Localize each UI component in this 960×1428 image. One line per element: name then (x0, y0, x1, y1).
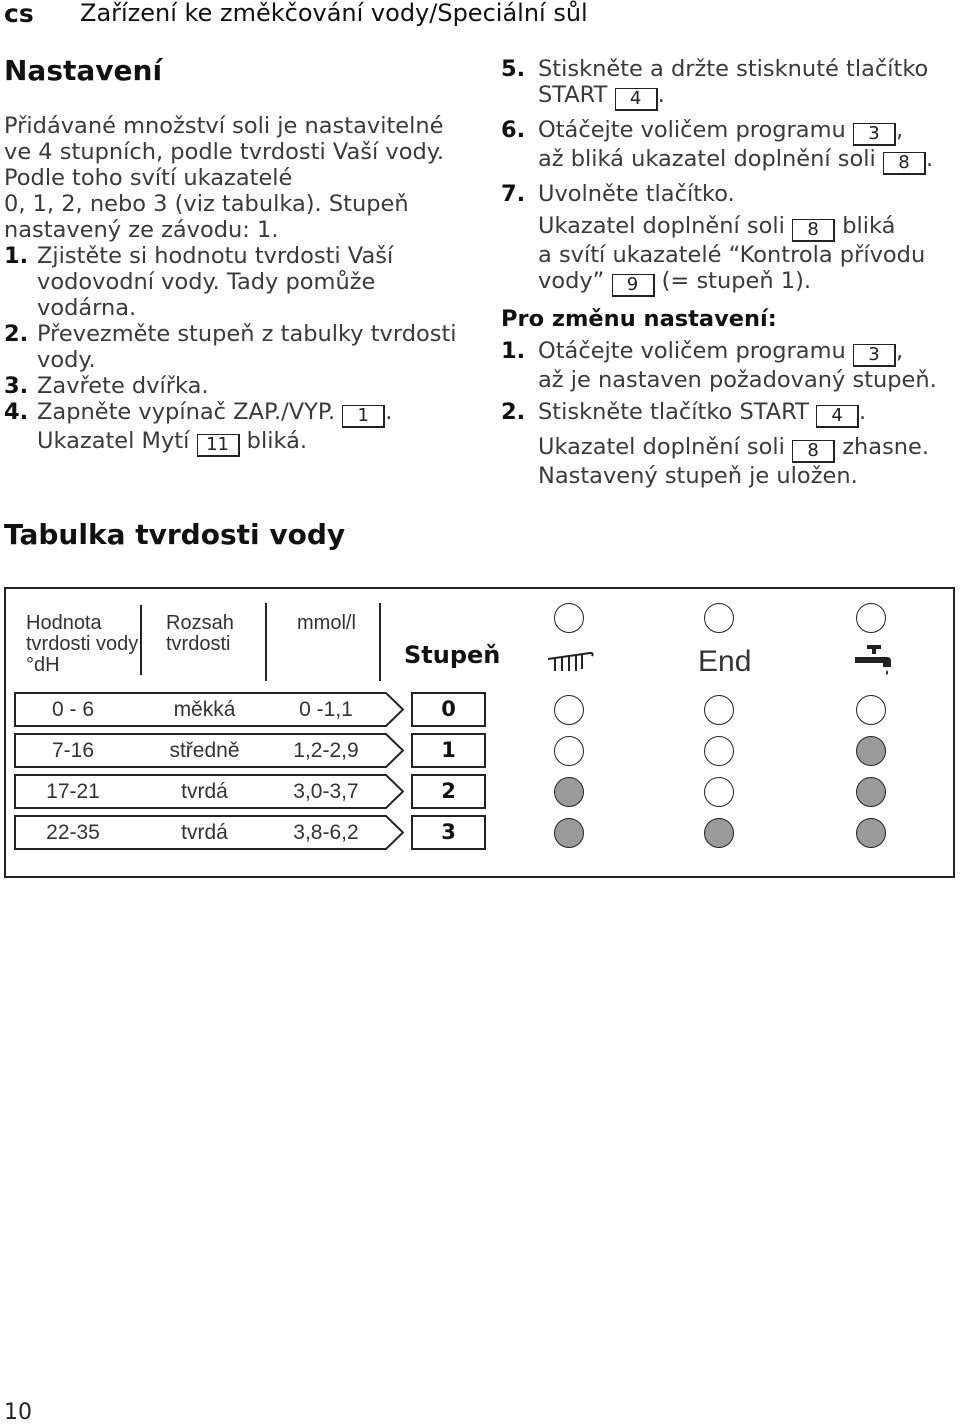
step-item: 2. Stiskněte tlačítko START 4 . Ukazatel doplnění soli 8 zhasne. Nastavený stupeň je uložen. (501, 399, 930, 489)
settings-left-column (4, 113, 474, 457)
table-row: 22-35 tvrdá 3,8-6,2 (14, 815, 404, 850)
column-header-level: Stupeň (404, 641, 501, 669)
indicator-light (554, 736, 584, 766)
step-item: 2. Převezměte stupeň z tabulky tvrdosti vody. (4, 321, 457, 373)
header-indicator-circle (554, 603, 584, 633)
page-number: 10 (4, 1400, 32, 1425)
indicator-light (554, 695, 584, 725)
key-badge: 4 (816, 405, 859, 428)
step-item: 1. Zjistěte si hodnotu tvrdosti Vaší vodovodní vody. Tady pomůže vodárna. (4, 243, 394, 321)
table-row: 0 - 6 měkká 0 -1,1 (14, 692, 404, 727)
key-badge: 3 (853, 123, 896, 146)
column-divider (265, 603, 267, 681)
step-item: 6. Otáčejte voličem programu 3 , až bliká ukazatel doplnění soli 8 . (501, 117, 934, 173)
step-item: 3. Zavřete dvířka. (4, 373, 209, 399)
key-badge: 11 (197, 434, 240, 457)
indicator-light (856, 736, 886, 766)
change-settings-heading: Pro změnu nastavení: (501, 306, 777, 332)
step-item: 7. Uvolněte tlačítko. Ukazatel doplnění soli 8 bliká a svítí ukazatelé “Kontrola přívodu vody” 9 (= stupeň 1). (501, 181, 926, 295)
key-badge: 8 (883, 152, 926, 175)
indicator-light (856, 818, 886, 848)
end-indicator-icon: End (698, 645, 752, 678)
table-row: 17-21 tvrdá 3,0-3,7 (14, 774, 404, 809)
indicator-light (704, 695, 734, 725)
key-badge: 4 (615, 88, 658, 111)
key-badge: 3 (853, 344, 896, 367)
water-hardness-table (4, 587, 955, 878)
step-item: 4. Zapněte vypínač ZAP./VYP. 1 . Ukazatel Mytí 11 bliká. (4, 399, 393, 455)
column-header-range: Rozsah tvrdosti (166, 612, 234, 655)
column-divider (379, 603, 381, 681)
header-indicator-circle (856, 603, 886, 633)
page-header-title: Zařízení ke změkčování vody/Speciální sůl (80, 0, 588, 27)
step-item: 1. Otáčejte voličem programu 3 , až je nastaven požadovaný stupeň. (501, 338, 937, 393)
column-header-hardness: Hodnota tvrdosti vody °dH (26, 612, 139, 676)
intro-paragraph: Přidávané množství soli je nastavitelné ve 4 stupních, podle tvrdosti Vaší vody. Podle toho svítí ukazatelé 0, 1, 2, nebo 3 (viz tabulka). Stupeň nastavený ze závodu: 1. (4, 113, 445, 243)
language-code: cs (4, 0, 34, 28)
indicator-light (704, 736, 734, 766)
indicator-light (704, 777, 734, 807)
key-badge: 8 (792, 440, 835, 463)
indicator-light (554, 777, 584, 807)
indicator-light (704, 818, 734, 848)
key-badge: 8 (792, 219, 835, 242)
table-row: 7-16 středně 1,2-2,9 (14, 733, 404, 768)
table-heading: Tabulka tvrdosti vody (4, 518, 346, 551)
step-item: 5. Stiskněte a držte stisknuté tlačítko START 4 . (501, 56, 929, 109)
header-indicator-circle (704, 603, 734, 633)
key-badge: 1 (342, 405, 385, 428)
section-heading-settings: Nastavení (4, 54, 163, 87)
column-header-mmol: mmol/l (297, 612, 356, 634)
indicator-light (856, 777, 886, 807)
indicator-light (554, 818, 584, 848)
level-badge: 0 (411, 692, 486, 727)
level-badge: 1 (411, 733, 486, 768)
tap-indicator-icon (851, 643, 895, 681)
level-badge: 2 (411, 774, 486, 809)
level-badge: 3 (411, 815, 486, 850)
indicator-light (856, 695, 886, 725)
key-badge: 9 (612, 274, 655, 297)
comb-indicator-icon (546, 649, 596, 679)
settings-right-column (501, 56, 956, 489)
column-divider (140, 605, 142, 675)
